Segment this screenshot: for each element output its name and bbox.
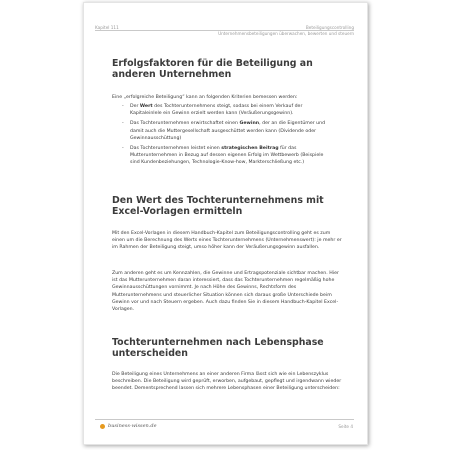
- section1-intro: Eine „erfolgreiche Beteiligung“ kann an folgenden Kriterien bemessen werden:: [112, 95, 298, 100]
- footer-divider: [95, 419, 354, 420]
- document-page: [83, 2, 368, 445]
- header-divider: [95, 30, 354, 31]
- section-title-wert: Den Wert des Tochterunternehmens mit Excel-Vorlagen ermitteln: [112, 195, 324, 218]
- logo-text: business-wissen.de: [108, 423, 157, 429]
- section3-paragraph: Die Beteiligung eines Unternehmens an einer anderen Firma lässt sich wie ein Lebenszyklus beschreiben. Die Beteiligung wird geprüft, erworben, aufgebaut, gepflegt und irgendwann wieder beendet. Dementsprechend lassen sich mehrere Lebensphasen einer Beteiligung unterscheiden:: [112, 372, 342, 392]
- header-subtitle: Unternehmensbeteiligungen überwachen, bewerten und steuern: [218, 31, 354, 36]
- list-item: - Der Wert des Tochterunternehmens steigt, sodass bei einem Verkauf der Kapitaleinlele ein Gewinn erzielt werden kann (Veräußerungsgewinn).: [122, 104, 303, 117]
- section-title-erfolgsfaktoren: Erfolgsfaktoren für die Beteiligung an anderen Unternehmen: [112, 58, 313, 81]
- section2-paragraph: Zum anderen geht es um Kennzahlen, die Gewinne und Ertragspotenziale sichtbar machen. Hier ist das Mutterunternehmen daran interessiert, dass das Tochterunternehmen regelmäßig hohe Gewinnausschüttungen vornimmt. Je nach Höhe des Gewinns, Rechtsform des Mutterunternehmens und steuerlicher Situation können sich daraus große Unterschiede beim Gewinn vor und nach Steuern ergeben. Auch dazu finden Sie in diesem Handbuch-Kapitel Excel-Vorlagen.: [112, 271, 339, 313]
- criteria-list: [112, 103, 326, 170]
- list-item: - Das Tochterunternehmen leistet einen strategischen Beitrag für das Mutterunternehmen in Bezug auf dessen eigenen Erfolg im Wettbewerb (Beispiele sind Kundenbeziehungen, Technologie-Know-how, Markterschließung etc.): [122, 146, 324, 166]
- page-number: Seite 4: [338, 424, 353, 429]
- section-title-lebensphase: Tochterunternehmen nach Lebensphase unterscheiden: [112, 337, 324, 360]
- list-item: - Das Tochterunternehmen erwirtschaftet einen Gewinn, der an die Eigentümer und damit auch die Muttergesellschaft ausgeschüttet werden kann (Dividende oder Gewinnausschüttung): [122, 121, 326, 141]
- section2-paragraph: Mit den Excel-Vorlagen in diesem Handbuch-Kapitel zum Beteiligungscontrolling geht es zum einen um die Berechnung des Werts eines Tochterunternehmens (Unternehmenswert): je mehr er im Rahmen der Beteiligung steigt, umso höher kann der Veräußerungsgewinn ausfallen.: [112, 231, 342, 251]
- header-title: Beteiligungscontrolling: [305, 25, 354, 30]
- logo-dot-icon: [100, 424, 105, 429]
- footer-logo: [100, 423, 157, 429]
- header-chapter: Kapitel 111: [95, 25, 119, 30]
